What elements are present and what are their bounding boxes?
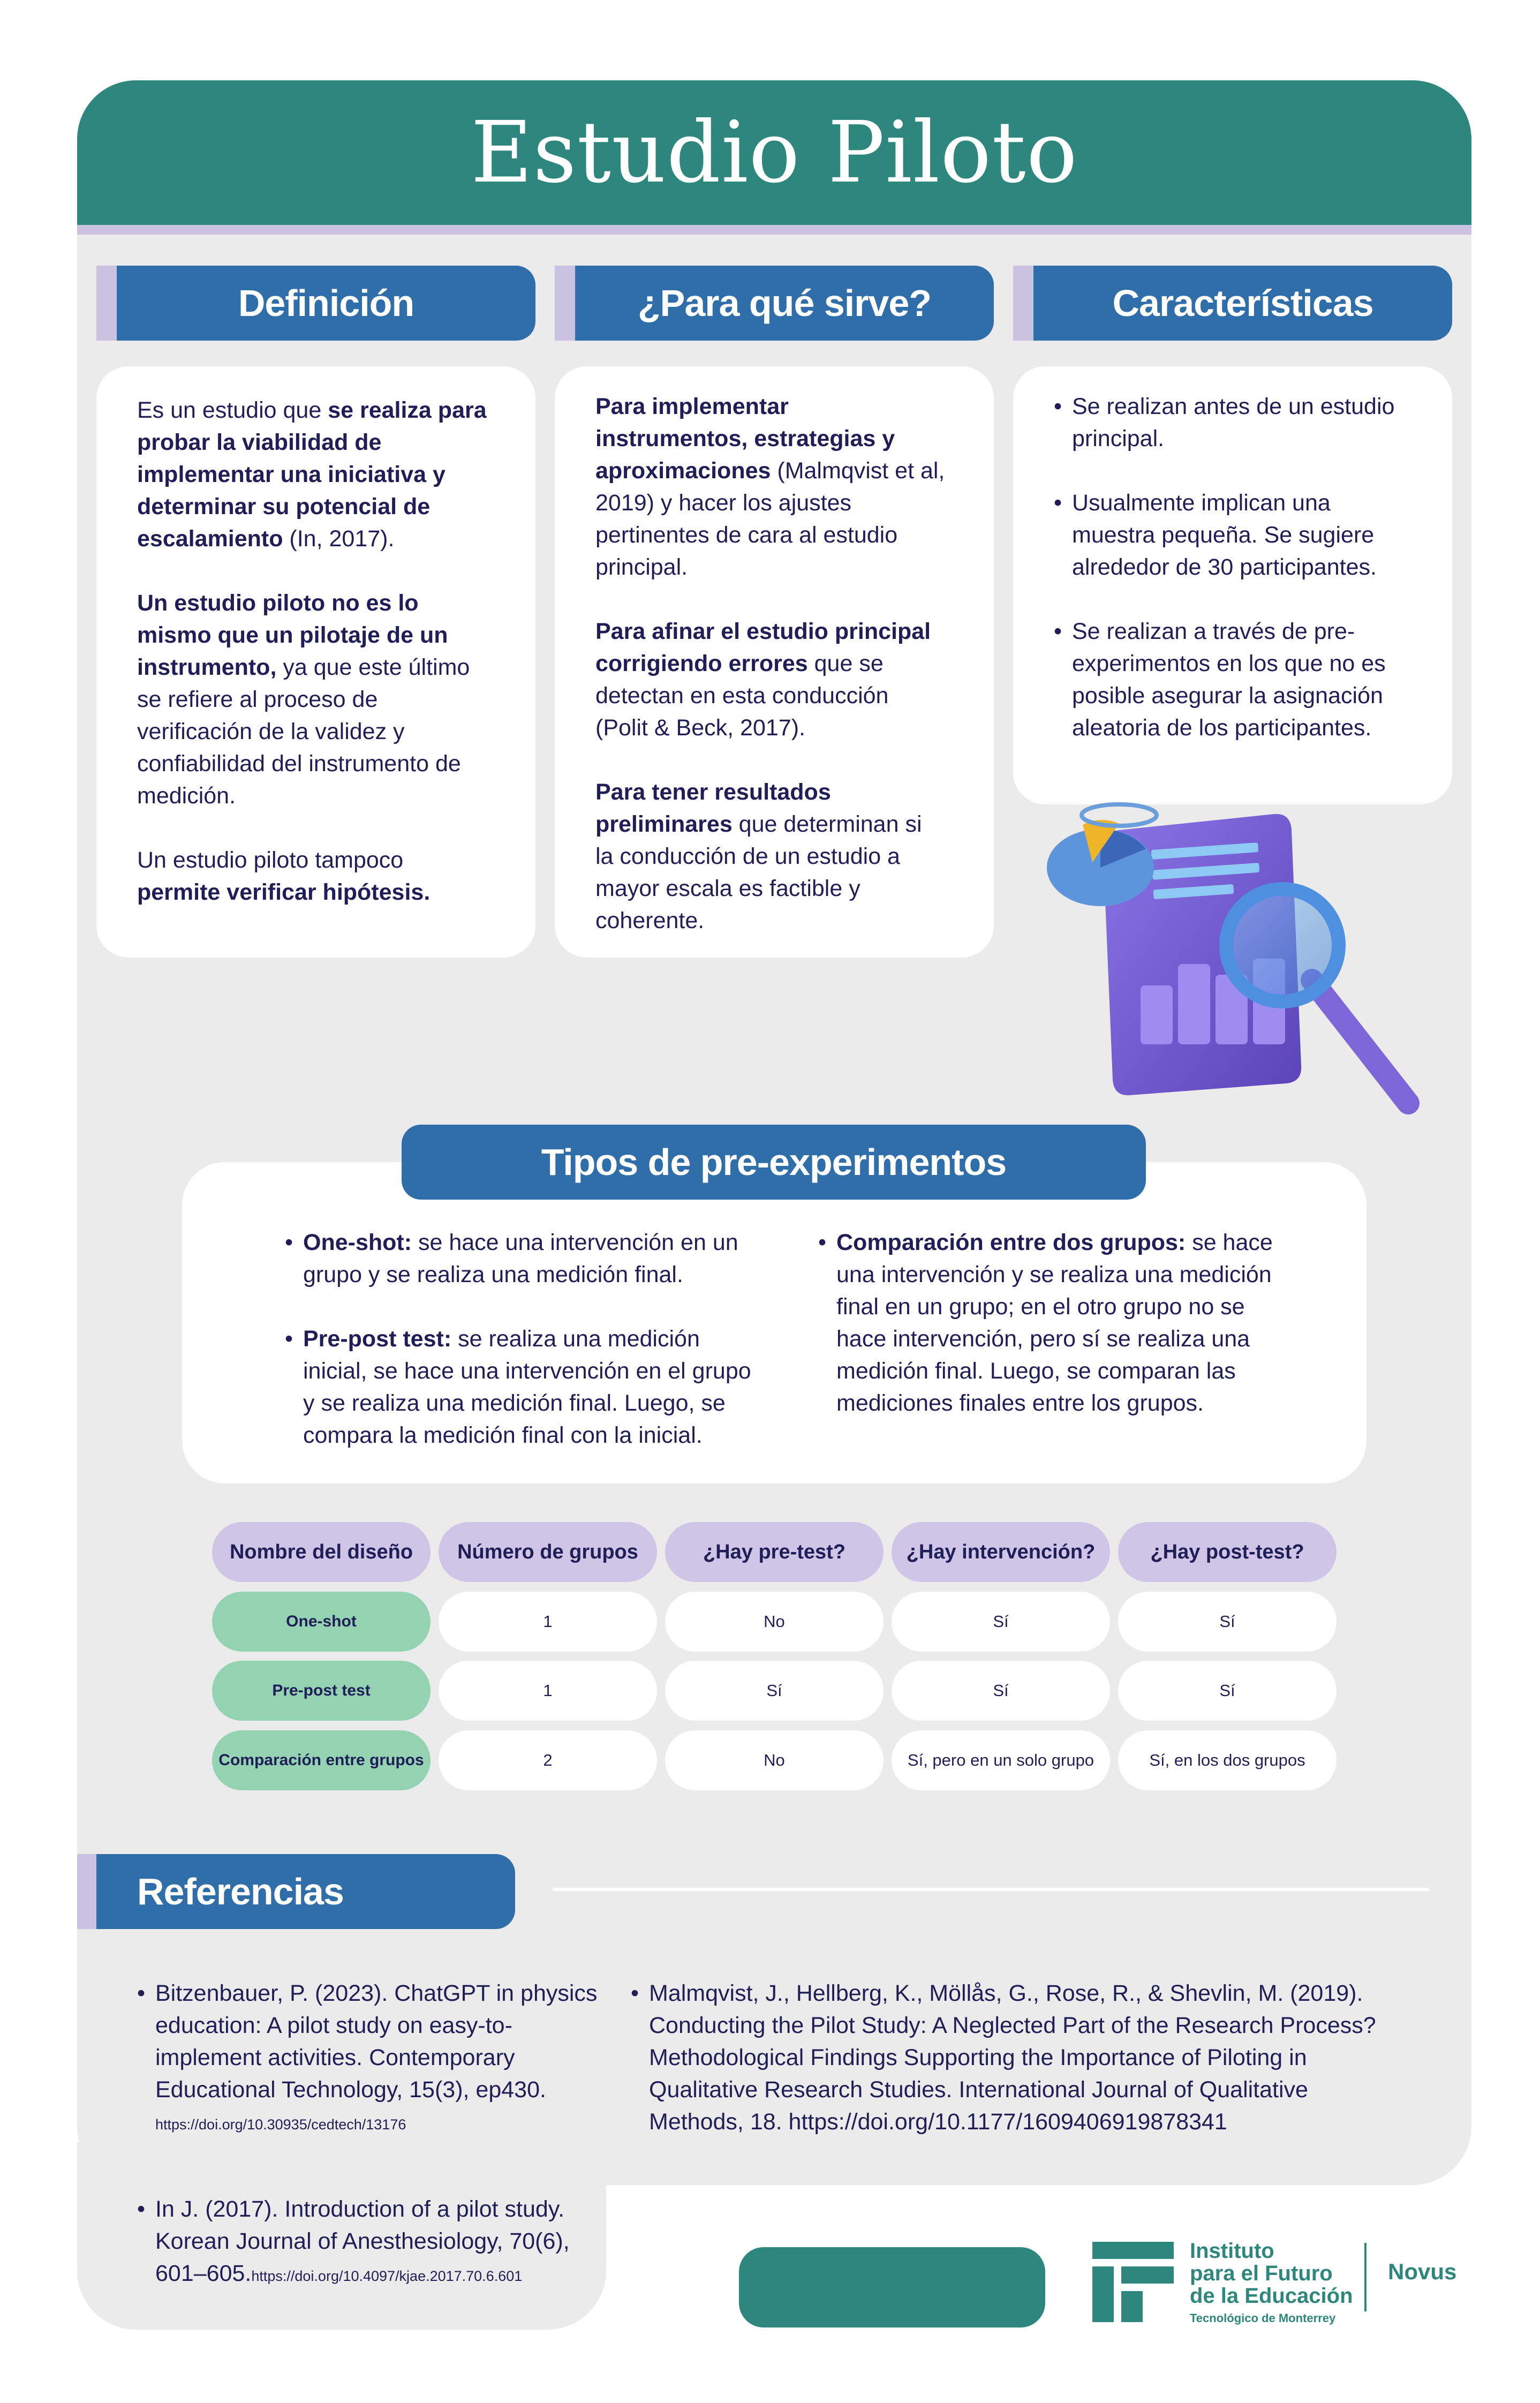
tab-para-que: ¿Para qué sirve? (575, 266, 994, 341)
reference-text: In J. (2017). Introduction of a pilot study. Korean Journal of Anesthesiology, 70(6), 601–605. (155, 2196, 570, 2286)
list-item (303, 1323, 756, 1451)
table-cell: Sí, pero en un solo grupo (892, 1730, 1110, 1790)
list-item: • Usualmente implican una muestra pequeña. Se sugiere alrededor de 30 participantes. (1072, 487, 1420, 583)
text-run: (Malmqvist et al, 2019) y hacer los ajustes pertinentes de cara al estudio principal. (595, 458, 945, 580)
caracteristicas-list (1054, 390, 1420, 744)
table-cell: Sí (892, 1661, 1110, 1721)
table-cell: Sí (1118, 1661, 1337, 1721)
reference-doi: https://doi.org/10.4097/kjae.2017.70.6.601 (251, 2268, 523, 2284)
table-row-header: Comparación entre grupos (212, 1730, 431, 1790)
table-header-cell: Número de grupos (439, 1522, 657, 1582)
institute-logo-icon (1092, 2242, 1174, 2322)
paragraph (137, 587, 493, 812)
table-cell: 1 (439, 1592, 657, 1652)
text-run: ya que este último se refiere al proceso de verificación de la validez y confiabilidad del instrumento de medición. (137, 654, 470, 809)
table-cell: Sí (892, 1592, 1110, 1652)
tab-tipos: Tipos de pre-experimentos (402, 1125, 1146, 1200)
table-cell: No (665, 1592, 884, 1652)
text-run: Comparación entre dos grupos: (836, 1230, 1186, 1255)
header (77, 80, 1471, 225)
tipos-left-column (285, 1226, 756, 1483)
reference-item (137, 2193, 603, 2292)
divider (553, 1888, 1429, 1891)
paragraph (595, 615, 946, 744)
text-run: permite verificar hipótesis. (137, 879, 431, 905)
pie-chart-icon (1047, 804, 1157, 906)
text-run: One-shot: (303, 1230, 412, 1255)
text-run: Es un estudio que (137, 397, 328, 423)
paragraph (137, 844, 493, 908)
list-item (303, 1226, 756, 1291)
list-item (836, 1226, 1289, 1419)
text-run: se realiza una medición inicial, se hace una intervención en el grupo y se realiza una medición final. Luego, se compara la medición final con la inicial. (303, 1326, 751, 1448)
tab-accent (96, 266, 117, 341)
table-cell: Sí (1118, 1592, 1337, 1652)
paragraph (137, 394, 493, 555)
tab-referencias: Referencias (96, 1854, 515, 1929)
table-cell: 1 (439, 1661, 657, 1721)
tipos-right-column (818, 1226, 1289, 1451)
tab-accent (555, 266, 575, 341)
text-run: (In, 2017). (283, 526, 395, 552)
institute-logo-text: Instituto para el Futuro de la Educación Tecnológico de Monterrey (1190, 2239, 1353, 2325)
table-header-cell: ¿Hay post-test? (1118, 1522, 1337, 1582)
text-run: se hace una intervención en un grupo y se realiza una medición final. (303, 1230, 738, 1287)
para-que-card (555, 366, 994, 958)
table-header-cell: ¿Hay intervención? (892, 1522, 1110, 1582)
reference-item (631, 1977, 1391, 2138)
text-run: que se detectan en esta conducción (Polit & Beck, 2017). (595, 651, 889, 741)
reference-text: Bitzenbauer, P. (2023). ChatGPT in physics education: A pilot study on easy-to-implement activities. Contemporary Educational Technology, 15(3), ep430. (155, 1980, 598, 2103)
reference-doi: https://doi.org/10.30935/cedtech/13176 (155, 2116, 406, 2133)
table-cell: No (665, 1730, 884, 1790)
tab-caracteristicas: Características (1033, 266, 1452, 341)
text-run: se realiza para probar la viabilidad de implementar una iniciativa y determinar su potencial de escalamiento (137, 397, 487, 552)
tab-definicion: Definición (117, 266, 535, 341)
reference-item (137, 1977, 603, 2141)
tab-accent (1013, 266, 1033, 341)
header-strip (77, 225, 1471, 235)
text-run: Para implementar instrumentos, estrategias y aproximaciones (595, 394, 895, 484)
text-run: Para afinar el estudio principal corrigiendo errores (595, 619, 931, 676)
definicion-card (96, 366, 535, 958)
table-row-header: Pre-post test (212, 1661, 431, 1721)
paragraph (595, 776, 946, 937)
paragraph (595, 390, 946, 583)
caracteristicas-card (1013, 366, 1452, 804)
footer-pill (739, 2247, 1045, 2327)
text-run: Un estudio piloto no es lo mismo que un pilotaje de un instrumento, (137, 590, 448, 680)
table-header-cell: Nombre del diseño (212, 1522, 431, 1582)
table-cell: Sí, en los dos grupos (1118, 1730, 1337, 1790)
tab-accent (77, 1854, 96, 1929)
report-document-illustration (1033, 782, 1451, 1146)
table-header-cell: ¿Hay pre-test? (665, 1522, 884, 1582)
reference-text: Malmqvist, J., Hellberg, K., Möllås, G., Rose, R., & Shevlin, M. (2019). Conducting the Pilot Study: A Neglected Part of the Research Process? Methodological Findings Supporting the Importance of Piloting in Qualitative Research Studies. International Journal of Qualitative Methods, 18. https://doi.org/10.1177/1609406919878341 (649, 1980, 1376, 2135)
table-cell: Sí (665, 1661, 884, 1721)
text-run: Pre-post test: (303, 1326, 452, 1352)
text-run: Un estudio piloto tampoco (137, 847, 404, 873)
list-item: • Se realizan a través de pre-experimentos en los que no es posible asegurar la asignación aleatoria de los participantes. (1072, 615, 1420, 744)
page-title: Estudio Piloto (471, 103, 1078, 202)
text-run: que determinan si la conducción de un estudio a mayor escala es factible y coherente. (595, 811, 922, 933)
table-cell: 2 (439, 1730, 657, 1790)
text-run: Para tener resultados preliminares (595, 779, 831, 837)
list-item: • Se realizan antes de un estudio principal. (1072, 390, 1420, 455)
logo-divider (1364, 2243, 1367, 2311)
table-row-header: One-shot (212, 1592, 431, 1652)
novus-logo: Novus (1388, 2259, 1457, 2284)
text-run: se hace una intervención y se realiza una medición final en un grupo; en el otro grupo no se hace intervención, pero sí se realiza una medición final. Luego, se comparan las mediciones finales entre los grupos. (836, 1230, 1273, 1416)
